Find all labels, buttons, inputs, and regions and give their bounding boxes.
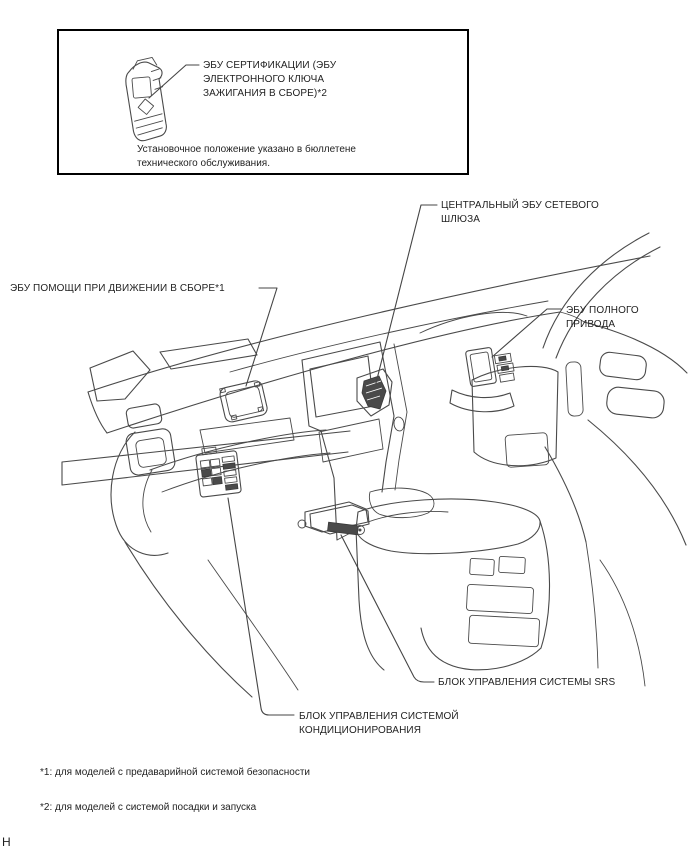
dashboard-line-art <box>62 233 687 697</box>
wiper-flag-shape <box>160 339 257 369</box>
door-bottom-edge <box>586 542 598 668</box>
console-left-edge <box>356 529 384 670</box>
console-vent-wide-lower <box>468 615 539 647</box>
dash-left-join <box>88 392 107 433</box>
callout-note-line-2: технического обслуживания. <box>137 158 270 169</box>
defroster-seam <box>230 301 548 372</box>
drive-assist-label: ЭБУ ПОМОЩИ ПРИ ДВИЖЕНИИ В СБОРЕ*1 <box>10 283 225 294</box>
drive-assist-leader-line <box>246 288 277 386</box>
glovebox-door <box>472 366 558 465</box>
awd-ecu <box>450 344 515 412</box>
dash-end-cap <box>111 432 168 555</box>
console-bottom <box>421 628 541 670</box>
a-pillar-outer <box>543 233 649 348</box>
certification-label-line-1: ЭБУ СЕРТИФИКАЦИИ (ЭБУ <box>203 60 337 71</box>
drive-assist-ecu <box>219 379 269 423</box>
srs-label: БЛОК УПРАВЛЕНИЯ СИСТЕМЫ SRS <box>438 677 616 688</box>
gateway-label-line-2: ШЛЮЗА <box>441 214 481 225</box>
stack-right-pillar <box>394 344 407 490</box>
awd-label-line-1: ЭБУ ПОЛНОГО <box>566 305 639 316</box>
console-front-face <box>368 511 448 522</box>
console-right-edge <box>540 521 550 648</box>
dash-lower-sweep <box>125 542 252 697</box>
mirror-flag-shape <box>90 351 150 401</box>
console-lid <box>356 499 540 554</box>
door-pull-pocket <box>606 386 666 419</box>
center-stack-left-edge <box>302 360 337 540</box>
console-vent-wide-upper <box>466 584 533 613</box>
footnote-1: *1: для моделей с предаварийной системой безопасности <box>40 767 310 778</box>
side-trim <box>566 362 584 417</box>
end-cap-inner <box>143 470 152 532</box>
certification-label-line-3: ЗАЖИГАНИЯ В СБОРЕ)*2 <box>203 88 327 99</box>
ac-ecu <box>195 445 242 498</box>
shifter-base <box>369 488 434 518</box>
stack-knob <box>393 416 405 431</box>
footnote-2: *2: для моделей с системой посадки и запуска <box>40 802 257 813</box>
certification-label-line-2: ЭЛЕКТРОННОГО КЛЮЧА <box>203 74 325 85</box>
page-marker: H <box>2 835 11 849</box>
srs-ecu <box>310 505 369 535</box>
stack-control-panel <box>319 419 383 462</box>
door-seam <box>545 447 586 542</box>
ac-label-line-2: КОНДИЦИОНИРОВАНИЯ <box>299 725 422 736</box>
door-sill-line <box>600 560 645 686</box>
awd-label-line-2: ПРИВОДА <box>566 319 616 330</box>
cluster-hood-bottom <box>162 453 330 492</box>
ac-leader-line <box>228 498 294 715</box>
knee-bolster-line <box>208 560 298 690</box>
callout-note-line-1: Установочное положение указано в бюллетене <box>137 144 356 155</box>
console-vent-small-right <box>499 556 526 573</box>
door-handle <box>599 351 648 380</box>
certification-ecu-icon <box>124 57 168 142</box>
gateway-leader-line <box>376 205 437 383</box>
door-lower-curve <box>588 420 686 545</box>
console-vent-small-left <box>470 558 495 575</box>
srs-leader-line <box>341 535 434 682</box>
certification-callout-box <box>58 30 468 174</box>
ac-label-line-1: БЛОК УПРАВЛЕНИЯ СИСТЕМОЙ <box>299 711 459 722</box>
gateway-label-line-1: ЦЕНТРАЛЬНЫЙ ЭБУ СЕТЕВОГО <box>441 200 599 211</box>
